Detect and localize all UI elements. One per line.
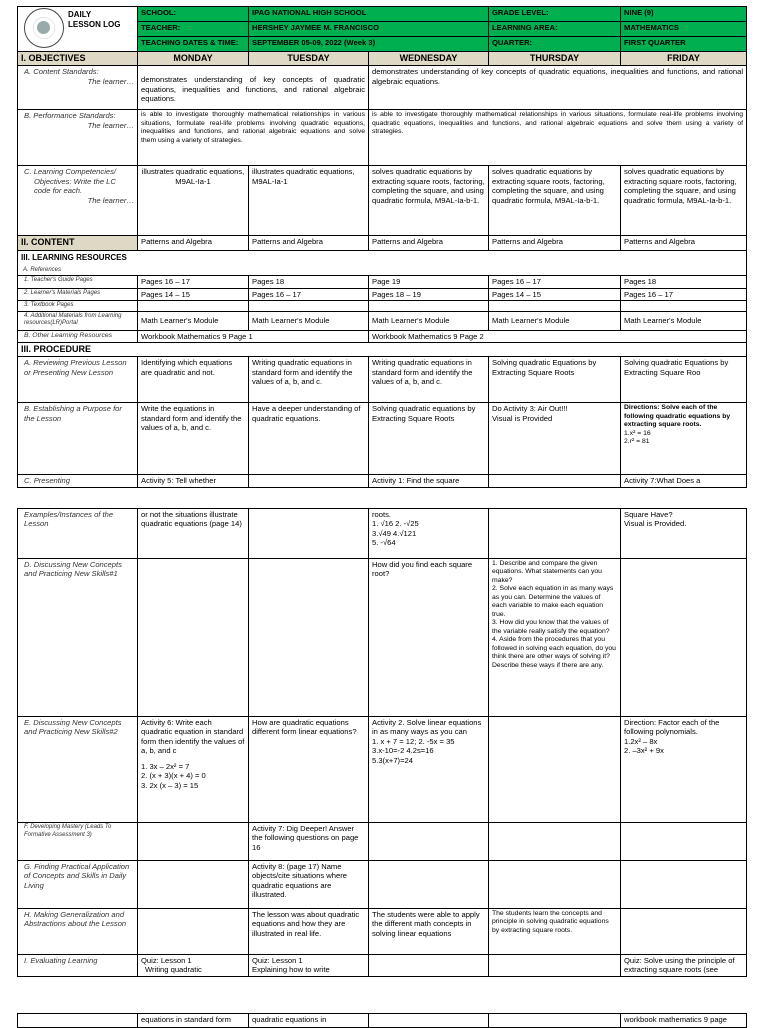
evaluating-friday: Quiz: Solve using the principle of extracting square roots (see xyxy=(621,955,747,977)
page3-monday: equations in standard form xyxy=(138,1014,249,1028)
roots-items-2: 3.√49 4.√121 xyxy=(372,528,417,538)
purpose-thursday-visual: Visual is Provided xyxy=(492,413,553,423)
resources-heading: III. LEARNING RESOURCES xyxy=(21,252,127,262)
presenting-friday: Activity 7:What Does a xyxy=(621,475,747,487)
generalization-label: H. Making Generalization and Abstractions about the Lesson xyxy=(18,909,138,955)
tg-wednesday: Page 19 xyxy=(369,276,489,288)
lesson-log-table-page3 xyxy=(17,1013,747,1028)
evaluating-tuesday xyxy=(249,955,369,977)
discussing-2-wednesday-item2: 3.x-10=-2 4.2s=16 xyxy=(372,746,434,756)
roots-word: roots. xyxy=(372,510,391,519)
quarter-label: QUARTER: xyxy=(489,37,621,52)
textbook-friday xyxy=(621,301,747,312)
competencies-sub: The learner… xyxy=(87,195,134,205)
competency-thursday: solves quadratic equations by extracting square roots, factoring, completing the square, and using quadratic formula, M9AL-Ia-b-1. xyxy=(489,166,621,236)
textbook-label: 3. Textbook Pages xyxy=(18,301,138,312)
presenting-cont-thursday xyxy=(489,509,621,559)
generalization-wednesday: The students were able to apply the different math concepts in solving linear equations xyxy=(369,909,489,955)
school-label: SCHOOL: xyxy=(138,7,249,22)
roots-items-1: 1. √16 2. -√25 xyxy=(372,519,419,529)
presenting-cont-wednesday xyxy=(369,509,489,559)
generalization-thursday: The students learn the concepts and principle in solving quadratic equations by extracting square roots. xyxy=(489,909,621,955)
competency-wednesday: solves quadratic equations by extracting square roots, factoring, completing the square, and using quadratic formula, M9AL-Ia-b-1. xyxy=(369,166,489,236)
page-three xyxy=(17,1013,746,1028)
discussing-1-q4: 4. Aside from the procedures that you followed in solving each equation, do you think there are other ways of solving it? Describe these ways if there are any. xyxy=(492,636,616,669)
discussing-2-label: E. Discussing New Concepts and Practicing New Skills#2 xyxy=(18,717,138,823)
purpose-friday-directions: Directions: Solve each of the following quadratic equations by extracting square roots. xyxy=(624,404,731,429)
discussing-2-monday-item3: 3. 2x (x – 3) = 15 xyxy=(141,780,199,790)
discussing-1-friday xyxy=(621,559,747,717)
lm-monday: Pages 14 – 15 xyxy=(138,288,249,300)
discussing-2-wednesday-activity: Activity 2. Solve linear equations in as many ways as you can xyxy=(372,718,482,737)
deped-seal-icon xyxy=(24,8,64,48)
other-resources-mt: Workbook Mathematics 9 Page 1 xyxy=(138,330,369,342)
presenting-tuesday xyxy=(249,475,369,487)
presenting-cont-friday-visual: Visual is Provided. xyxy=(624,519,687,529)
header-logo-cell xyxy=(18,7,138,52)
area-label: LEARNING AREA: xyxy=(489,22,621,37)
discussing-2-tuesday: How are quadratic equations different form linear equations? xyxy=(249,717,369,823)
purpose-monday: Write the equations in standard form and identify the values of a, b, and c. xyxy=(138,403,249,475)
discussing-1-q2: 2. Solve each equation in as many ways as you can. Determine the values of each variable to make each equation true. xyxy=(492,585,614,618)
discussing-1-monday xyxy=(138,559,249,717)
review-thursday: Solving quadratic Equations by Extracting Square Roots xyxy=(489,357,621,403)
presenting-label: C. Presenting xyxy=(18,475,138,487)
discussing-2-thursday xyxy=(489,717,621,823)
performance-standards-sub: The learner… xyxy=(87,120,134,130)
page3-friday: workbook mathematics 9 page xyxy=(621,1014,747,1028)
application-tuesday: Activity 8: (page 17) Name objects/cite situations where quadratic equations are illustrated. xyxy=(249,861,369,909)
additional-tuesday: Math Learner's Module xyxy=(249,311,369,330)
presenting-wednesday: Activity 1: Find the square xyxy=(369,475,489,487)
review-monday: Identifying which equations are quadratic and not. xyxy=(138,357,249,403)
evaluating-monday-detail: Writing quadratic xyxy=(145,965,202,975)
day-wednesday: WEDNESDAY xyxy=(369,52,489,66)
review-label: A. Reviewing Previous Lesson or Presenting New Lesson xyxy=(18,357,138,403)
application-label: G. Finding Practical Application of Concepts and Skills in Daily Living xyxy=(18,861,138,909)
competency-monday: illustrates quadratic equations, M9AL-Ia-1 xyxy=(138,166,249,236)
day-tuesday: TUESDAY xyxy=(249,52,369,66)
presenting-thursday xyxy=(489,475,621,487)
purpose-wednesday: Solving quadratic equations by Extracting Square Roots xyxy=(369,403,489,475)
evaluating-tuesday-detail: Explaining how to write xyxy=(252,965,330,975)
references-label: A. References xyxy=(23,266,62,273)
competencies-label-text: C. Learning Competencies/ xyxy=(24,167,117,177)
discussing-1-label: D. Discussing New Concepts and Practicing New Skills#1 xyxy=(18,559,138,717)
dates-value: SEPTEMBER 05-09, 2022 (Week 3) xyxy=(249,37,489,52)
lm-thursday: Pages 14 – 15 xyxy=(489,288,621,300)
purpose-thursday xyxy=(489,403,621,475)
textbook-tuesday xyxy=(249,301,369,312)
purpose-friday-eq2: 2.r² = 81 xyxy=(624,438,650,446)
tg-friday: Pages 18 xyxy=(621,276,747,288)
presenting-cont-monday: or not the situations illustrate quadratic equations (page 14) xyxy=(138,509,249,559)
resources-heading-row xyxy=(18,250,747,276)
content-standards-sub: The learner… xyxy=(87,76,134,86)
mastery-thursday xyxy=(489,823,621,861)
presenting-cont-label: Examples/Instances of the Lesson xyxy=(18,509,138,559)
discussing-2-monday-item1: 1. 3x – 2x² = 7 xyxy=(141,761,190,771)
tg-label: 1. Teacher's Guide Pages xyxy=(18,276,138,288)
mastery-wednesday xyxy=(369,823,489,861)
review-wednesday: Writing quadratic equations in standard form and identify the values of a, b, and c. xyxy=(369,357,489,403)
area-value: MATHEMATICS xyxy=(621,22,747,37)
performance-standards-mt: is able to investigate thoroughly mathematical relationships in various situations, formulate real-life problems involving quadratic equations, inequalities and functions, and rational algebraic equations and solve them using a variety of strategies. xyxy=(138,110,369,166)
textbook-thursday xyxy=(489,301,621,312)
lesson-log-table xyxy=(17,6,747,488)
performance-standards-wtf: is able to investigate thoroughly mathematical relationships in various situations, formulate real-life problems involving quadratic equations, inequalities and functions, and rational algebraic equations and solve them using a variety of strategies. xyxy=(369,110,747,166)
roots-items-3: 5. -√64 xyxy=(372,538,396,548)
discussing-1-wednesday: How did you find each square root? xyxy=(369,559,489,717)
additional-friday: Math Learner's Module xyxy=(621,311,747,330)
textbook-wednesday xyxy=(369,301,489,312)
procedure-heading: III. PROCEDURE xyxy=(18,343,747,357)
discussing-2-friday-item2: 2. –3x² + 9x xyxy=(624,746,664,756)
content-monday: Patterns and Algebra xyxy=(138,236,249,250)
evaluating-wednesday xyxy=(369,955,489,977)
evaluating-label: I. Evaluating Learning xyxy=(18,955,138,977)
purpose-label: B. Establishing a Purpose for the Lesson xyxy=(18,403,138,475)
discussing-1-q3: 3. How did you know that the values of the variable really satisfy the equation? xyxy=(492,619,610,635)
lesson-log-table-continued xyxy=(17,508,747,977)
quarter-value: FIRST QUARTER xyxy=(621,37,747,52)
content-standards-mt: demonstrates understanding of key concepts of quadratic equations, inequalities and functions, and rational algebraic equations. xyxy=(138,66,369,110)
discussing-2-wednesday-item3: 5.3(x+7)=24 xyxy=(372,755,413,765)
additional-monday: Math Learner's Module xyxy=(138,311,249,330)
application-friday xyxy=(621,861,747,909)
tg-monday: Pages 16 – 17 xyxy=(138,276,249,288)
additional-label: 4. Additional Materials from Learning resources(LR)Portal xyxy=(18,311,138,330)
review-tuesday: Writing quadratic equations in standard form and identify the values of a, b, and c. xyxy=(249,357,369,403)
grade-label: GRADE LEVEL: xyxy=(489,7,621,22)
content-wednesday: Patterns and Algebra xyxy=(369,236,489,250)
mastery-label: F. Developing Mastery (Leads To Formative Assessment 3) xyxy=(18,823,138,861)
teacher-label: TEACHER: xyxy=(138,22,249,37)
content-tuesday: Patterns and Algebra xyxy=(249,236,369,250)
purpose-thursday-activity: Do Activity 3: Air Out!!! xyxy=(492,404,568,414)
presenting-cont-friday-title: Square Have? xyxy=(624,510,673,519)
lm-label: 2. Learner's Materials Pages xyxy=(18,288,138,300)
content-friday: Patterns and Algebra xyxy=(621,236,747,250)
competency-tuesday: illustrates quadratic equations, M9AL-Ia-1 xyxy=(249,166,369,236)
review-friday: Solving quadratic Equations by Extracting Square Roo xyxy=(621,357,747,403)
dates-label: TEACHING DATES & TIME: xyxy=(138,37,249,52)
evaluating-monday xyxy=(138,955,249,977)
competencies-label xyxy=(18,166,138,236)
performance-standards-label-text: B. Performance Standards: xyxy=(24,111,116,121)
evaluating-thursday xyxy=(489,955,621,977)
discussing-1-q1: 1. Describe and compare the given equations. What statements can you make? xyxy=(492,560,602,584)
content-standards-wtf: demonstrates understanding of key concepts of quadratic equations, inequalities and functions, and rational algebraic equations. xyxy=(369,66,747,110)
log-title: DAILY LESSON LOG xyxy=(68,10,121,29)
discussing-2-monday-activity: Activity 6: Write each quadratic equation in standard form then identify the values of a, b, and c xyxy=(141,718,245,756)
page3-tuesday: quadratic equations in xyxy=(249,1014,369,1028)
page3-wednesday xyxy=(369,1014,489,1028)
presenting-cont-tuesday xyxy=(249,509,369,559)
content-heading: II. CONTENT xyxy=(18,236,138,250)
presenting-cont-friday xyxy=(621,509,747,559)
mastery-monday xyxy=(138,823,249,861)
generalization-monday xyxy=(138,909,249,955)
discussing-1-thursday xyxy=(489,559,621,717)
tg-tuesday: Pages 18 xyxy=(249,276,369,288)
day-monday: MONDAY xyxy=(138,52,249,66)
mastery-tuesday: Activity 7: Dig Deeper! Answer the following questions on page 16 xyxy=(249,823,369,861)
evaluating-tuesday-quiz: Quiz: Lesson 1 xyxy=(252,956,303,965)
lm-friday: Pages 16 – 17 xyxy=(621,288,747,300)
discussing-1-tuesday xyxy=(249,559,369,717)
content-thursday: Patterns and Algebra xyxy=(489,236,621,250)
lm-tuesday: Pages 16 – 17 xyxy=(249,288,369,300)
performance-standards-label xyxy=(18,110,138,166)
content-standards-label-text: A. Content Standards: xyxy=(24,67,99,77)
teacher-value: HERSHEY JAYMEE M. FRANCISCO xyxy=(249,22,489,37)
discussing-2-friday xyxy=(621,717,747,823)
discussing-2-friday-direction: Direction: Factor each of the following polynomials. xyxy=(624,718,720,737)
grade-value: NINE (9) xyxy=(621,7,747,22)
textbook-monday xyxy=(138,301,249,312)
mastery-friday xyxy=(621,823,747,861)
discussing-2-wednesday xyxy=(369,717,489,823)
day-friday: FRIDAY xyxy=(621,52,747,66)
competency-friday: solves quadratic equations by extracting square roots, factoring, completing the square, and using quadratic formula, M9AL-Ia-b-1. xyxy=(621,166,747,236)
discussing-2-friday-item1: 1.2x² – 8x xyxy=(624,736,658,746)
purpose-friday-eq1: 1.x² = 16 xyxy=(624,429,651,437)
content-standards-label xyxy=(18,66,138,110)
application-monday xyxy=(138,861,249,909)
lm-wednesday: Pages 18 – 19 xyxy=(369,288,489,300)
other-resources-label: B. Other Learning Resources xyxy=(18,330,138,342)
additional-wednesday: Math Learner's Module xyxy=(369,311,489,330)
application-thursday xyxy=(489,861,621,909)
day-thursday: THURSDAY xyxy=(489,52,621,66)
evaluating-monday-quiz: Quiz: Lesson 1 xyxy=(141,956,192,965)
page-one xyxy=(17,6,746,488)
page3-label xyxy=(18,1014,138,1028)
presenting-monday: Activity 5: Tell whether xyxy=(138,475,249,487)
discussing-2-monday-item2: 2. (x + 3)(x + 4) = 0 xyxy=(141,771,206,781)
tg-thursday: Pages 16 – 17 xyxy=(489,276,621,288)
page3-thursday xyxy=(489,1014,621,1028)
application-wednesday xyxy=(369,861,489,909)
discussing-2-wednesday-item1: 1. x + 7 = 12; 2. -5x = 35 xyxy=(372,736,455,746)
discussing-2-monday xyxy=(138,717,249,823)
additional-thursday: Math Learner's Module xyxy=(489,311,621,330)
objectives-heading: I. OBJECTIVES xyxy=(18,52,138,66)
purpose-tuesday: Have a deeper understanding of quadratic equations. xyxy=(249,403,369,475)
other-resources-wtf: Workbook Mathematics 9 Page 2 xyxy=(369,330,747,342)
purpose-friday xyxy=(621,403,747,475)
school-value: IPAG NATIONAL HIGH SCHOOL xyxy=(249,7,489,22)
page-two xyxy=(17,508,746,977)
generalization-tuesday: The lesson was about quadratic equations and how they are illustrated in real life. xyxy=(249,909,369,955)
generalization-friday xyxy=(621,909,747,955)
competencies-label-objectives: Objectives: Write the LC code for each. xyxy=(34,176,116,196)
